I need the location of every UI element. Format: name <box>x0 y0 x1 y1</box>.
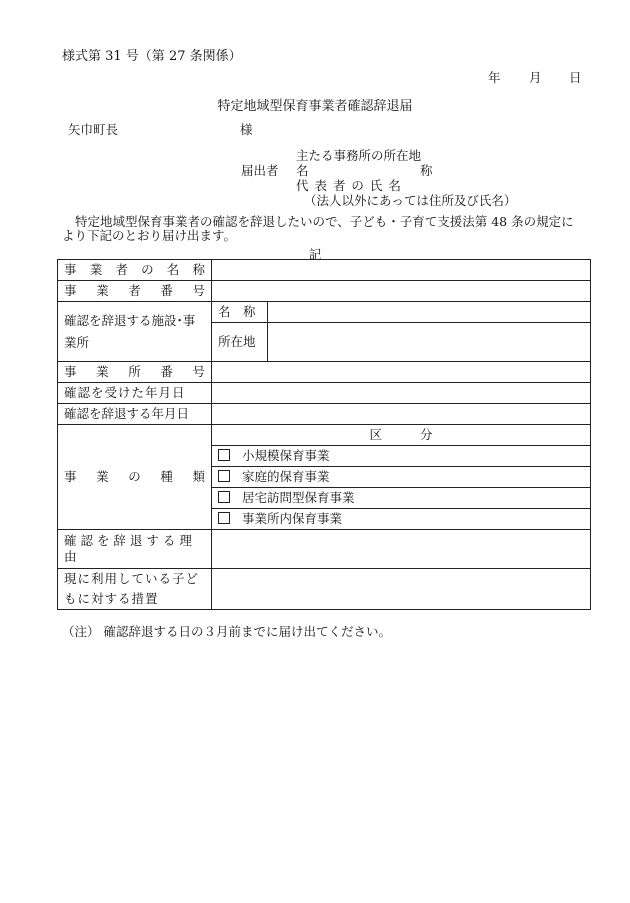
applicant-name-label-right: 称 <box>420 163 433 178</box>
confirmed-date-label: 確認を受けた年月日 <box>58 383 212 404</box>
label-char: 者 <box>128 283 141 298</box>
label-char: 業 <box>96 469 109 484</box>
category-header-char: 区 <box>369 427 383 442</box>
applicant-representative-label: 代 表 者 の 氏 名 <box>296 178 401 193</box>
applicant-address-label: 主たる事務所の所在地 <box>296 148 422 163</box>
business-type-option-label: 事業所内保育事業 <box>242 511 343 526</box>
facility-name-field[interactable] <box>268 302 591 323</box>
applicant-individual-note: （法人以外にあっては住所及び氏名） <box>304 193 517 208</box>
operator-number-field[interactable] <box>212 281 591 302</box>
current-children-label: 現に利用している子どもに対する措置 <box>58 569 212 610</box>
business-type-option-label: 居宅訪問型保育事業 <box>242 490 355 505</box>
table-row <box>58 569 591 610</box>
office-number-label <box>58 362 212 383</box>
label-char: 業 <box>89 262 103 277</box>
date-day-label: 日 <box>569 70 582 85</box>
label-char: 類 <box>192 469 205 484</box>
date-month-label: 月 <box>529 70 542 85</box>
label-char: 名 <box>166 262 180 277</box>
checkbox-icon[interactable] <box>218 449 230 461</box>
withdrawal-form-table <box>57 259 591 610</box>
confirmed-date-field[interactable] <box>212 383 591 404</box>
label-char: 業 <box>96 364 109 379</box>
operator-name-label <box>58 260 212 281</box>
table-row <box>58 383 591 404</box>
form-number: 様式第 31 号（第 27 条関係） <box>62 49 242 64</box>
facility-label: 確認を辞退する施設･事業所 <box>58 302 212 362</box>
table-row <box>58 302 591 323</box>
label-char: 番 <box>160 283 173 298</box>
reason-label: 確 認 を 辞 退 す る 理 由 <box>58 530 212 569</box>
footnote: （注） 確認辞退する日の３月前までに届け出てください。 <box>62 624 391 639</box>
label-char: の <box>128 469 141 484</box>
withdraw-date-field[interactable] <box>212 404 591 425</box>
label-char: 事 <box>64 364 77 379</box>
table-row <box>58 260 591 281</box>
business-type-option[interactable] <box>212 509 591 530</box>
label-char: 業 <box>96 283 109 298</box>
checkbox-icon[interactable] <box>218 512 230 524</box>
label-char: 号 <box>192 283 205 298</box>
label-char: 称 <box>192 262 205 277</box>
current-children-field[interactable] <box>212 569 591 610</box>
business-type-option-label: 小規模保育事業 <box>242 448 330 463</box>
table-row <box>58 404 591 425</box>
label-char: 事 <box>64 262 77 277</box>
label-char: 所 <box>128 364 141 379</box>
label-char: 者 <box>115 262 128 277</box>
business-type-option-label: 家庭的保育事業 <box>242 469 330 484</box>
date-year-label: 年 <box>488 70 501 85</box>
applicant-label: 届出者 <box>241 163 279 178</box>
label-char: 号 <box>192 364 205 379</box>
business-type-option[interactable] <box>212 488 591 509</box>
document-title: 特定地域型保育事業者確認辞退届 <box>217 99 413 114</box>
office-number-field[interactable] <box>212 362 591 383</box>
table-row <box>58 425 591 446</box>
label-char: 種 <box>160 469 173 484</box>
checkbox-icon[interactable] <box>218 470 230 482</box>
label-char: 事 <box>64 469 77 484</box>
category-header <box>212 425 591 446</box>
label-char: 番 <box>160 364 173 379</box>
facility-address-field[interactable] <box>268 323 591 362</box>
label-char: 事 <box>64 283 77 298</box>
table-row <box>58 530 591 569</box>
business-type-option[interactable] <box>212 446 591 467</box>
business-type-option[interactable] <box>212 467 591 488</box>
operator-number-label <box>58 281 212 302</box>
applicant-name-label-left: 名 <box>296 163 309 178</box>
body-paragraph: 特定地域型保育事業者の確認を辞退したいので、子ども・子育て支援法第 48 条の規定により下記のとおり届け出ます。 <box>62 214 574 243</box>
reason-field[interactable] <box>212 530 591 569</box>
ki-heading: 記 <box>308 247 322 262</box>
checkbox-icon[interactable] <box>218 491 230 503</box>
table-row <box>58 281 591 302</box>
table-row <box>58 362 591 383</box>
withdraw-date-label: 確認を辞退する年月日 <box>58 404 212 425</box>
addressee-honorific: 様 <box>240 122 253 137</box>
label-char: の <box>141 262 154 277</box>
category-header-char: 分 <box>419 427 433 442</box>
operator-name-field[interactable] <box>212 260 591 281</box>
facility-name-label: 名 称 <box>212 302 268 323</box>
addressee-name: 矢巾町長 <box>68 122 119 137</box>
facility-address-label: 所在地 <box>212 323 268 362</box>
business-type-label <box>58 425 212 530</box>
